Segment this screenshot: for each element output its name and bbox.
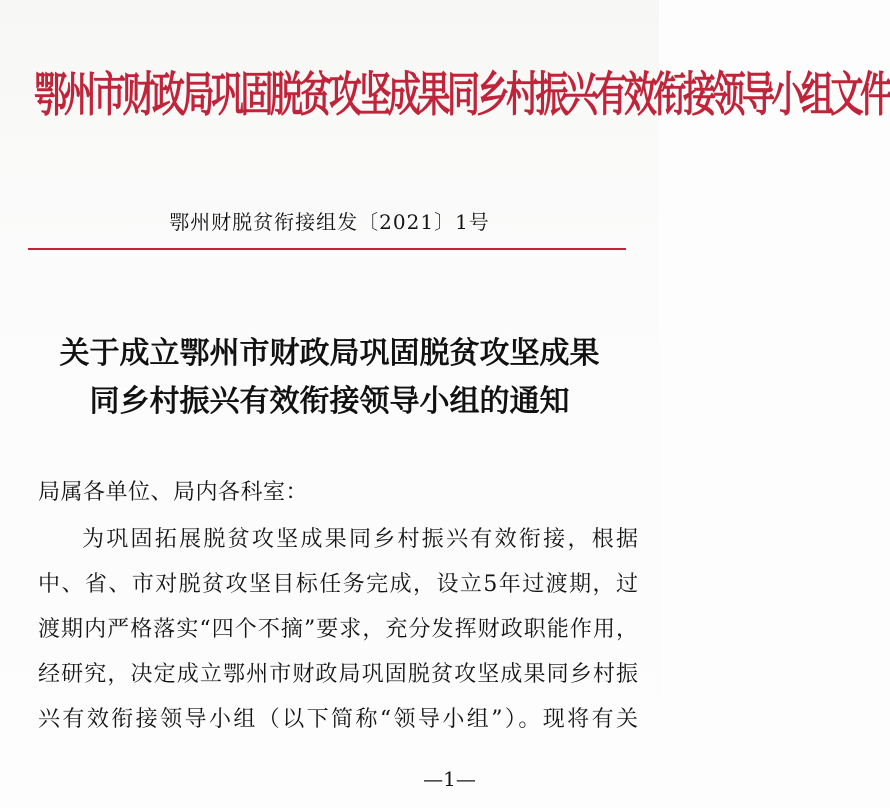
- page-number: —1—: [423, 767, 476, 791]
- red-separator-line: [28, 248, 626, 250]
- salutation: 局属各单位、局内各科室：: [38, 480, 309, 505]
- document-title: [0, 330, 659, 426]
- body-line: 渡期内严格落实“四个不摘”要求，充分发挥财政职能作用，: [38, 617, 638, 642]
- body-line: 中、省、市对脱贫攻坚目标任务完成，设立5年过渡期，过: [38, 572, 638, 597]
- body-paragraph: [38, 517, 638, 742]
- document-number: 鄂州财脱贫衔接组发〔2021〕1号: [169, 210, 490, 234]
- issuing-authority-banner: 鄂州市财政局巩固脱贫攻坚成果同乡村振兴有效衔接领导小组文件: [34, 66, 890, 123]
- body-line: 为巩固拓展脱贫攻坚成果同乡村振兴有效衔接，根据: [82, 527, 638, 552]
- body-line: 兴有效衔接领导小组（以下简称“领导小组”）。现将有关: [38, 707, 638, 732]
- title-line-1: 关于成立鄂州市财政局巩固脱贫攻坚成果: [59, 336, 600, 371]
- title-line-2: 同乡村振兴有效衔接领导小组的通知: [89, 384, 570, 419]
- body-line: 经研究，决定成立鄂州市财政局巩固脱贫攻坚成果同乡村振: [38, 662, 638, 687]
